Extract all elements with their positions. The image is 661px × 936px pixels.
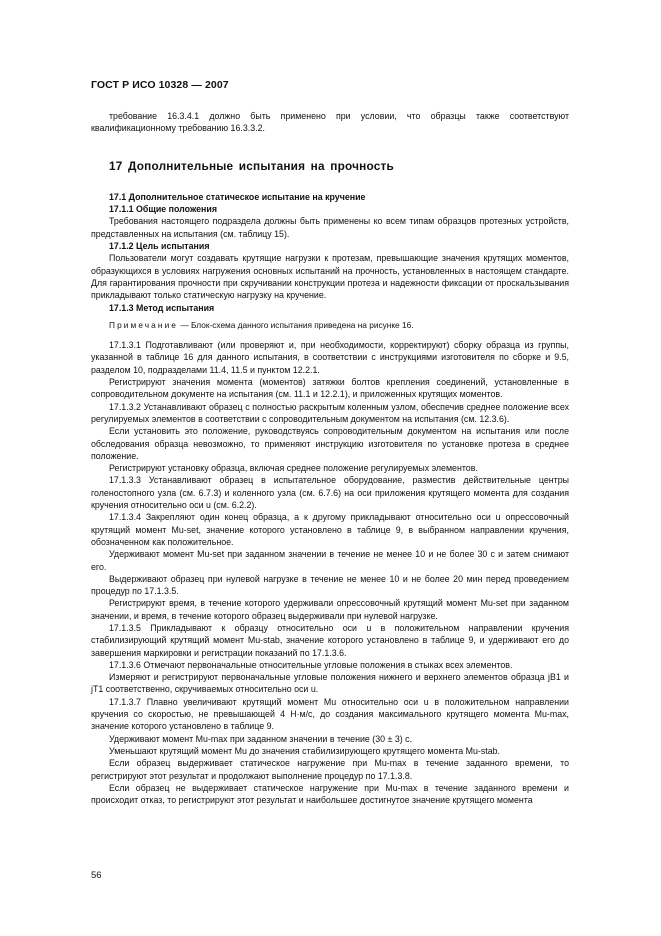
clause-text-general: Требования настоящего подраздела должны быть применены ко всем типам образцов протезных устройств, представленных на испытания (см. таблицу 15).	[91, 216, 569, 239]
paragraph: Если образец выдерживает статическое нагружение при Mu-max в течение заданного времени, то регистрируют этот результат и продолжают выполнение процедур по 17.1.3.8.	[91, 758, 569, 781]
paragraph: 17.1.3.4 Закрепляют один конец образца, а к другому прикладывают относительно оси u опрессовочный крутящий момент Mu-set, значение которого установлено в таблице 9, в выбранном направлении кручения, обозначенном как положительное.	[91, 512, 569, 547]
paragraph: Регистрируют установку образца, включая среднее положение регулируемых элементов.	[109, 463, 478, 474]
page-number: 56	[91, 870, 102, 881]
paragraph: 17.1.3.5 Прикладывают к образцу относительно оси u в положительном направлении кручения стабилизирующий крутящий момент Mu-stab, значение которого установлено в таблице 9, и удерживают его до завершения маркировки и регистрации показаний по 17.1.3.6.	[91, 622, 569, 658]
paragraph: Регистрируют время, в течение которого удерживали опрессовочный крутящий момент Mu-set при заданном значении, и время, в течение которого образец выдерживали при нулевой нагрузке.	[91, 598, 569, 621]
clause-title-general: 17.1.1 Общие положения	[109, 204, 217, 215]
subsection-title: 17.1 Дополнительное статическое испытание на кручение	[109, 191, 366, 202]
paragraph: Удерживают момент Mu-set при заданном значении в течение не менее 10 и не более 30 с и затем снимают его.	[91, 549, 569, 572]
clause-title-purpose: 17.1.2 Цель испытания	[109, 241, 210, 252]
paragraph: Уменьшают крутящий момент Mu до значения стабилизирующего крутящего момента Mu-stab.	[109, 745, 500, 756]
paragraph: Если установить это положение, руководствуясь сопроводительным документом на испытания или после обследования образца невозможно, то применяют инструкцию изготовителя по установке протеза в среднее положение.	[91, 426, 569, 461]
paragraph: 17.1.3.6 Отмечают первоначальные относительные угловые положения в стыках всех элементов.	[109, 659, 513, 670]
paragraph: Регистрируют значения момента (моментов) затяжки болтов крепления соединений, установленные в сопроводительном документе на испытания (см. 11.1 и 12.2.1), и приложенных крутящих моментов.	[91, 377, 569, 400]
paragraph: 17.1.3.2 Устанавливают образец с полностью раскрытым коленным узлом, обеспечив среднее положение всех регулируемых элементов в соответствии с сопроводительным документом на испытания (см. 12.3.6).	[91, 401, 569, 424]
paragraph: Измеряют и регистрируют первоначальные угловые положения нижнего и верхнего элементов образца jB1 и jT1 соответственно, скручиваемых относительно оси u.	[91, 672, 569, 695]
paragraph: 17.1.3.3 Устанавливают образец в испытательное оборудование, разместив действительные центры голеностопного узла (см. 6.7.3) и коленного узла (см. 6.7.6) на оси приложения крутящего момента для создания кручения относительно оси u (см. 6.2.2).	[91, 475, 569, 511]
paragraph: Удерживают момент Mu-max при заданном значении в течение (30 ± 3) с.	[109, 733, 413, 744]
paragraph: 17.1.3.1 Подготавливают (или проверяют и, при необходимости, корректируют) сборку образца из группы, указанной в таблице 16 для данного испытания, в соответствии с инструкциями изготовителя по сборке и 9.5, разделом 10, подразделами 11.4, 11.5 и пунктом 12.2.1.	[91, 340, 569, 375]
section-title: 17 Дополнительные испытания на прочность	[109, 158, 394, 173]
page-content	[91, 110, 569, 806]
clause-title-method: 17.1.3 Метод испытания	[109, 302, 215, 313]
paragraph: Выдерживают образец при нулевой нагрузке в течение не менее 10 и не более 20 мин перед проведением процедур по 17.1.3.5.	[91, 573, 569, 597]
note-text: — Блок-схема данного испытания приведена на рисунке 16.	[180, 319, 414, 330]
note-label: Примечание	[109, 319, 179, 330]
note	[91, 319, 569, 331]
paragraph: Если образец не выдерживает статическое нагружение при Mu-max в течение заданного времени и происходит отказ, то регистрируют этот результат и наибольшее достигнутое значение крутящего момента	[91, 782, 569, 806]
intro-paragraph: требование 16.3.4.1 должно быть применено при условии, что образцы также соответствуют квалификационному требованию 16.3.3.2.	[91, 111, 569, 134]
page-header: ГОСТ Р ИСО 10328 — 2007	[91, 79, 229, 91]
clause-text-purpose: Пользователи могут создавать крутящие нагрузки к протезам, превышающие значения крутящих моментов, образующихся в условиях нагружения основных испытаний на прочность, установленных в настоящем стандарте. Для гарантирования прочности при скручивании конструкции протеза и надежности фиксации от проскальзывания прикладывают только статическую нагрузку на кручение.	[91, 253, 569, 301]
paragraph: 17.1.3.7 Плавно увеличивают крутящий момент Mu относительно оси u в положительном направлении кручения со скоростью, не превышающей 4 Н·м/с, до создания максимального крутящего момента Mu-max, значение которого установлено в таблице 9.	[91, 696, 569, 732]
